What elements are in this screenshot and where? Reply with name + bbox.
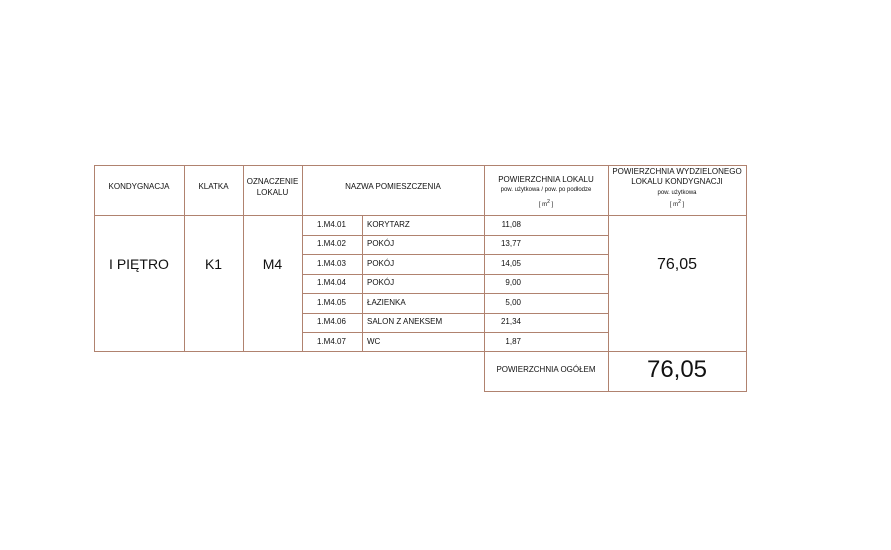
- room-area: 5,00: [505, 298, 521, 307]
- room-area: 21,34: [500, 317, 521, 326]
- oznaczenie-value: M4: [262, 256, 283, 272]
- header-oznaczenie-line1: OZNACZENIE: [246, 177, 299, 186]
- wydzielona-powierzchnia-value: 76,05: [656, 256, 698, 273]
- room-area: 14,05: [500, 259, 521, 268]
- header-pow-subtitle: pow. użytkowa / pow. po podłodze: [500, 187, 592, 193]
- room-area: 13,77: [500, 239, 521, 248]
- room-code: 1.M4.07: [317, 337, 346, 346]
- header-wydzielonego-line1: POWIERZCHNIA WYDZIELONEGO: [612, 167, 742, 176]
- room-area: 1,87: [505, 337, 521, 346]
- room-code: 1.M4.04: [317, 278, 346, 287]
- total-label: POWIERZCHNIA OGÓŁEM: [496, 365, 596, 374]
- room-name: WC: [367, 337, 381, 346]
- room-name: POKÓJ: [367, 239, 395, 248]
- header-nazwa-pomieszczenia: NAZWA POMIESZCZENIA: [345, 182, 441, 191]
- room-code: 1.M4.03: [317, 259, 346, 268]
- room-name: KORYTARZ: [367, 220, 410, 229]
- header-kondygnacja: KONDYGNACJA: [108, 182, 170, 191]
- header-wydzielonego-line2: LOKALU KONDYGNACJI: [631, 177, 723, 186]
- header-wydzielonego-subtitle: pow. użytkowa: [657, 190, 697, 196]
- room-area: 9,00: [505, 278, 521, 287]
- header-klatka: KLATKA: [198, 182, 229, 191]
- room-name: POKÓJ: [367, 259, 395, 268]
- room-code: 1.M4.05: [317, 298, 346, 307]
- room-name: ŁAZIENKA: [367, 298, 406, 307]
- total-value: 76,05: [646, 356, 708, 383]
- header-oznaczenie-line2: LOKALU: [256, 188, 289, 197]
- klatka-value: K1: [204, 256, 223, 272]
- kondygnacja-value: I PIĘTRO: [109, 256, 169, 272]
- room-code: 1.M4.02: [317, 239, 346, 248]
- header-unit-lokalu: [ $m^2$ ]: [538, 199, 554, 208]
- room-area: 11,08: [501, 220, 521, 229]
- room-code: 1.M4.06: [317, 317, 346, 326]
- room-code: 1.M4.01: [317, 220, 346, 229]
- header-powierzchnia-lokalu: POWIERZCHNIA LOKALU: [498, 175, 594, 184]
- room-name: SALON Z ANEKSEM: [367, 317, 443, 326]
- header-unit-wydzielonego: [ $m^2$ ]: [669, 199, 685, 208]
- room-name: POKÓJ: [367, 278, 395, 287]
